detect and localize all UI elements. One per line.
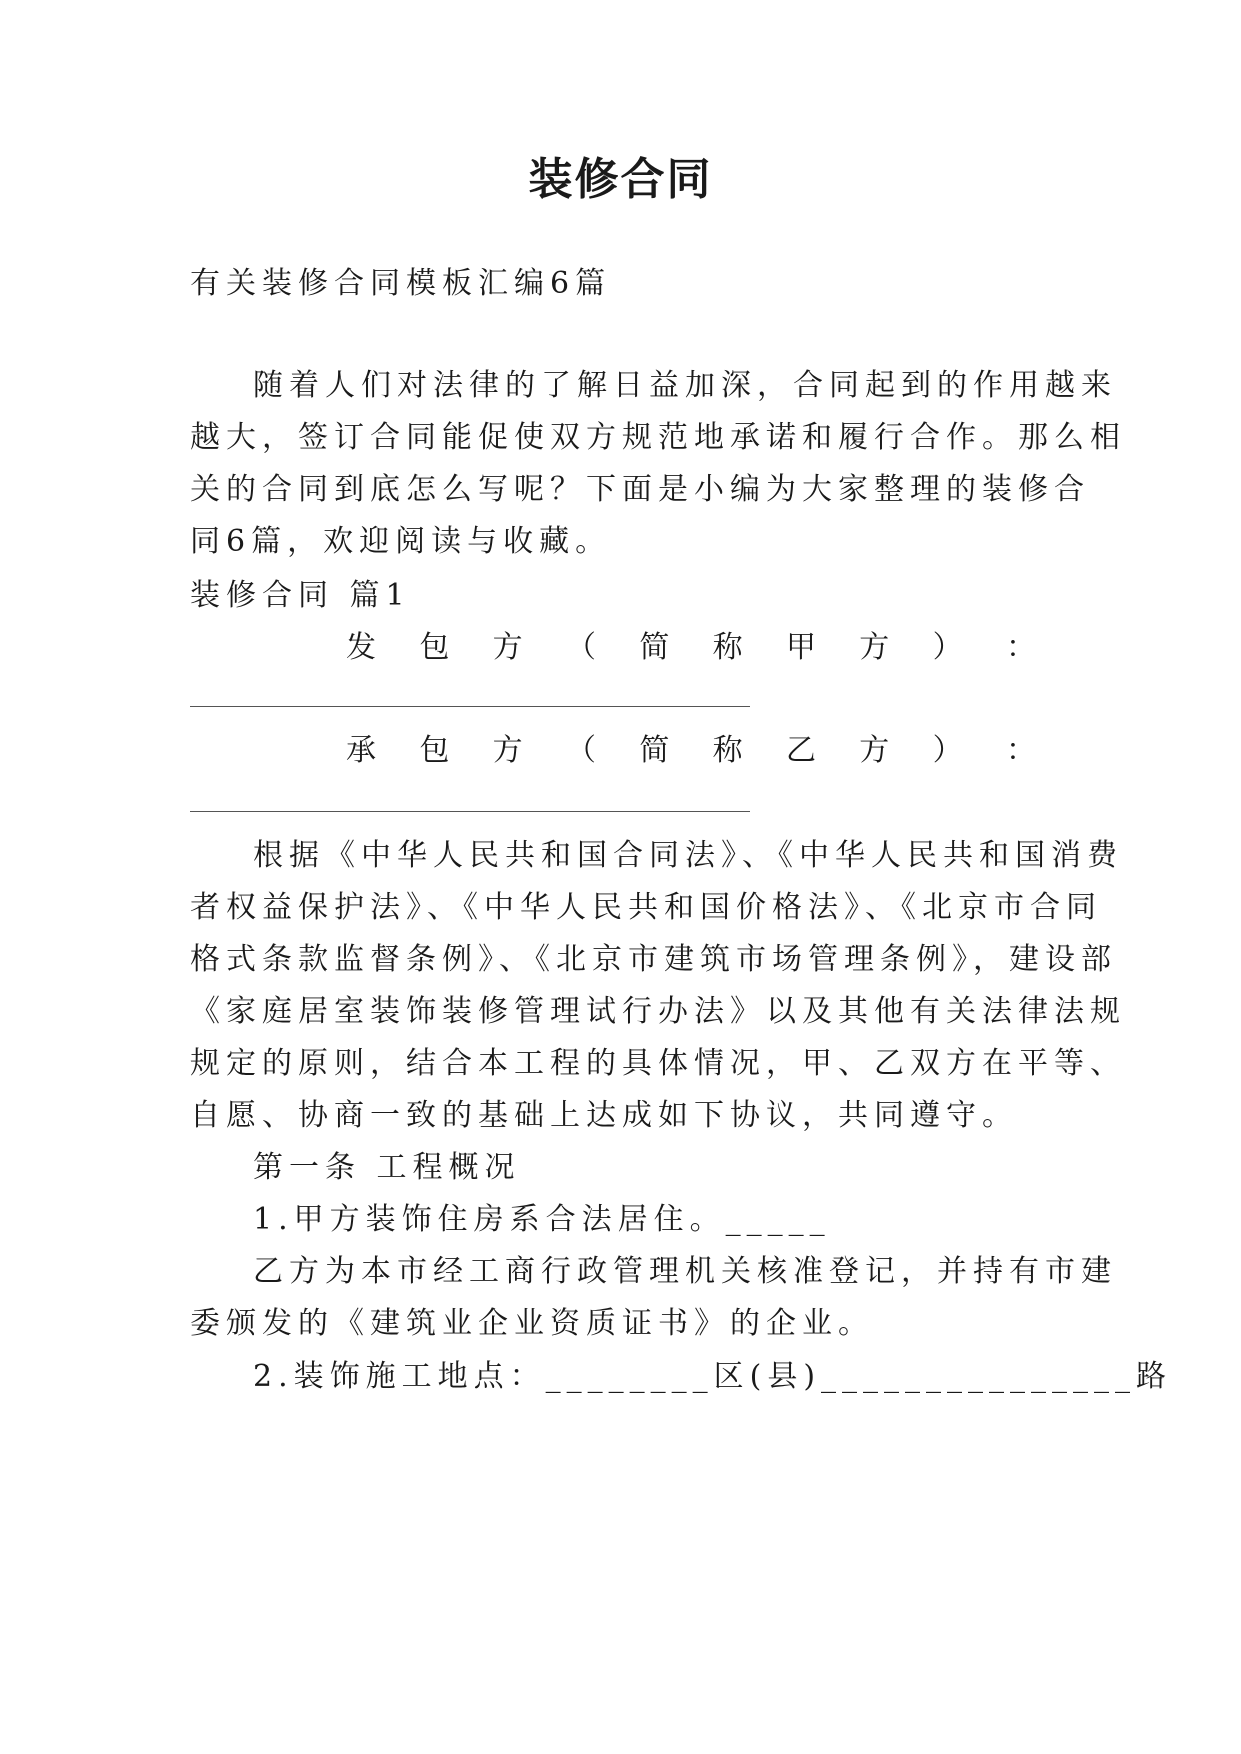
party-b-char: 称 [712,733,743,768]
party-b-line-1: 乙方为本市经工商行政管理机关核准登记，并持有市建 [253,1254,1117,1289]
party-b-char: 乙 [785,733,816,768]
section-heading: 装修合同 篇1 [190,578,411,613]
document-subtitle: 有关装修合同模板汇编6篇 [190,266,612,301]
basis-line-2: 者权益保护法》、《中华人民共和国价格法》、《北京市合同 [190,890,1102,925]
item-2: 2.装饰施工地点：________区(县)_______________路 [253,1359,1173,1394]
basis-line-3: 格式条款监督条例》、《北京市建筑市场管理条例》，建设部 [190,942,1117,977]
party-b-char: 承 [346,733,376,768]
party-b-char: 简 [639,733,670,768]
party-b-char: 包 [419,733,450,768]
basis-line-6: 自愿、协商一致的基础上达成如下协议，共同遵守。 [190,1098,1018,1133]
basis-line-4: 《家庭居室装饰装修管理试行办法》以及其他有关法律法规 [190,994,1126,1029]
party-a-char: 称 [712,630,743,665]
party-a-char: 包 [419,630,450,665]
party-a-char: 方 [859,630,890,665]
party-b-char: （ [565,733,596,768]
party-b-label [346,729,1036,773]
party-b-char: ） [932,733,963,768]
intro-line-4: 同6篇，欢迎阅读与收藏。 [190,524,612,559]
article-1-heading: 第一条 工程概况 [253,1150,521,1185]
party-b-blank-line [190,811,750,812]
intro-line-1: 随着人们对法律的了解日益加深，合同起到的作用越来 [253,368,1117,403]
party-a-blank-line [190,706,750,707]
document-title: 装修合同 [528,154,713,205]
party-a-char: 简 [639,630,670,665]
party-b-char: 方 [492,733,523,768]
party-a-label [346,626,1036,670]
party-a-char: 方 [492,630,523,665]
party-a-char: 甲 [785,630,816,665]
basis-line-5: 规定的原则，结合本工程的具体情况，甲、乙双方在平等、 [190,1046,1126,1081]
intro-line-2: 越大，签订合同能促使双方规范地承诺和履行合作。那么相 [190,420,1126,455]
item-1: 1.甲方装饰住房系合法居住。_____ [253,1202,831,1237]
party-b-char: 方 [859,733,890,768]
party-a-char: 发 [346,630,376,665]
party-a-char: ） [932,630,963,665]
intro-line-3: 关的合同到底怎么写呢？下面是小编为大家整理的装修合 [190,472,1090,507]
party-b-line-2: 委颁发的《建筑业企业资质证书》的企业。 [190,1306,874,1341]
party-a-char: ： [1005,630,1036,665]
party-b-char: ： [1005,733,1036,768]
party-a-char: （ [565,630,596,665]
basis-line-1: 根据《中华人民共和国合同法》、《中华人民共和国消费 [253,838,1123,873]
